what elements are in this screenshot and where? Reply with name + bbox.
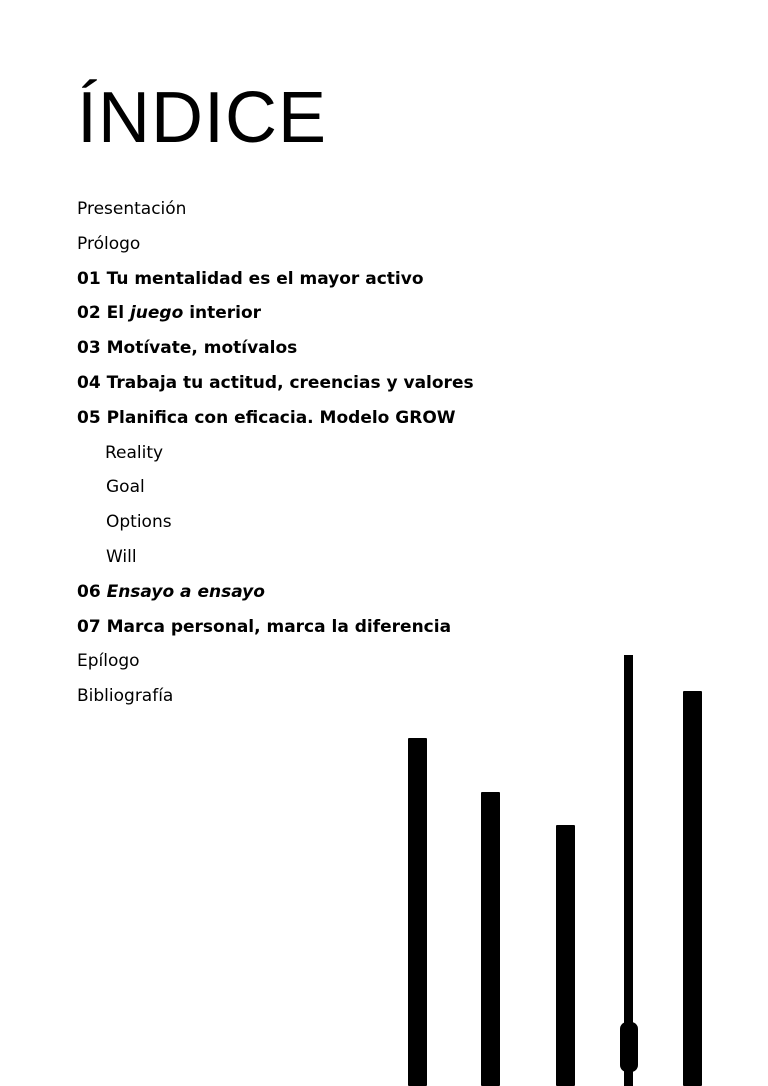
toc-item-bibliografia[interactable]: Bibliografía — [77, 686, 174, 707]
toc-subitem-reality[interactable]: Reality — [105, 442, 164, 463]
chapter-title: Motívate, motívalos — [106, 338, 298, 359]
chapter-title: Tu mentalidad es el mayor activo — [106, 268, 424, 289]
chapter-title-emphasis: Ensayo a ensayo — [106, 581, 265, 602]
decorative-bar-2 — [481, 792, 500, 1086]
chapter-title: Planifica con eficacia. Modelo GROW — [106, 407, 456, 428]
decorative-bar-4-stem — [624, 655, 633, 1086]
toc-item-presentacion[interactable]: Presentación — [77, 199, 187, 219]
chapter-number: 03 — [77, 338, 101, 359]
page-title: ÍNDICE — [77, 78, 328, 158]
decorative-bar-5 — [683, 691, 702, 1086]
chapter-title-end: interior — [189, 303, 262, 324]
decorative-bar-4-knob — [620, 1022, 638, 1072]
chapter-title-start: El — [106, 303, 125, 324]
chapter-title: Marca personal, marca la diferencia — [106, 616, 452, 637]
toc-subitem-goal[interactable]: Goal — [106, 477, 145, 498]
chapter-number: 05 — [77, 407, 101, 428]
toc-subitem-options[interactable]: Options — [106, 512, 172, 533]
chapter-number: 06 — [77, 581, 101, 602]
decorative-bar-1 — [408, 738, 427, 1086]
chapter-title-emphasis: juego — [129, 303, 184, 324]
chapter-number: 07 — [77, 616, 101, 637]
chapter-number: 04 — [77, 372, 101, 393]
toc-subitem-will[interactable]: Will — [106, 546, 137, 567]
toc-item-epilogo[interactable]: Epílogo — [77, 651, 140, 672]
chapter-number: 01 — [77, 268, 101, 289]
decorative-bar-3 — [556, 825, 575, 1086]
chapter-title: Trabaja tu actitud, creencias y valores — [106, 372, 474, 393]
chapter-number: 02 — [77, 303, 101, 324]
toc-item-prologo[interactable]: Prólogo — [77, 233, 141, 254]
